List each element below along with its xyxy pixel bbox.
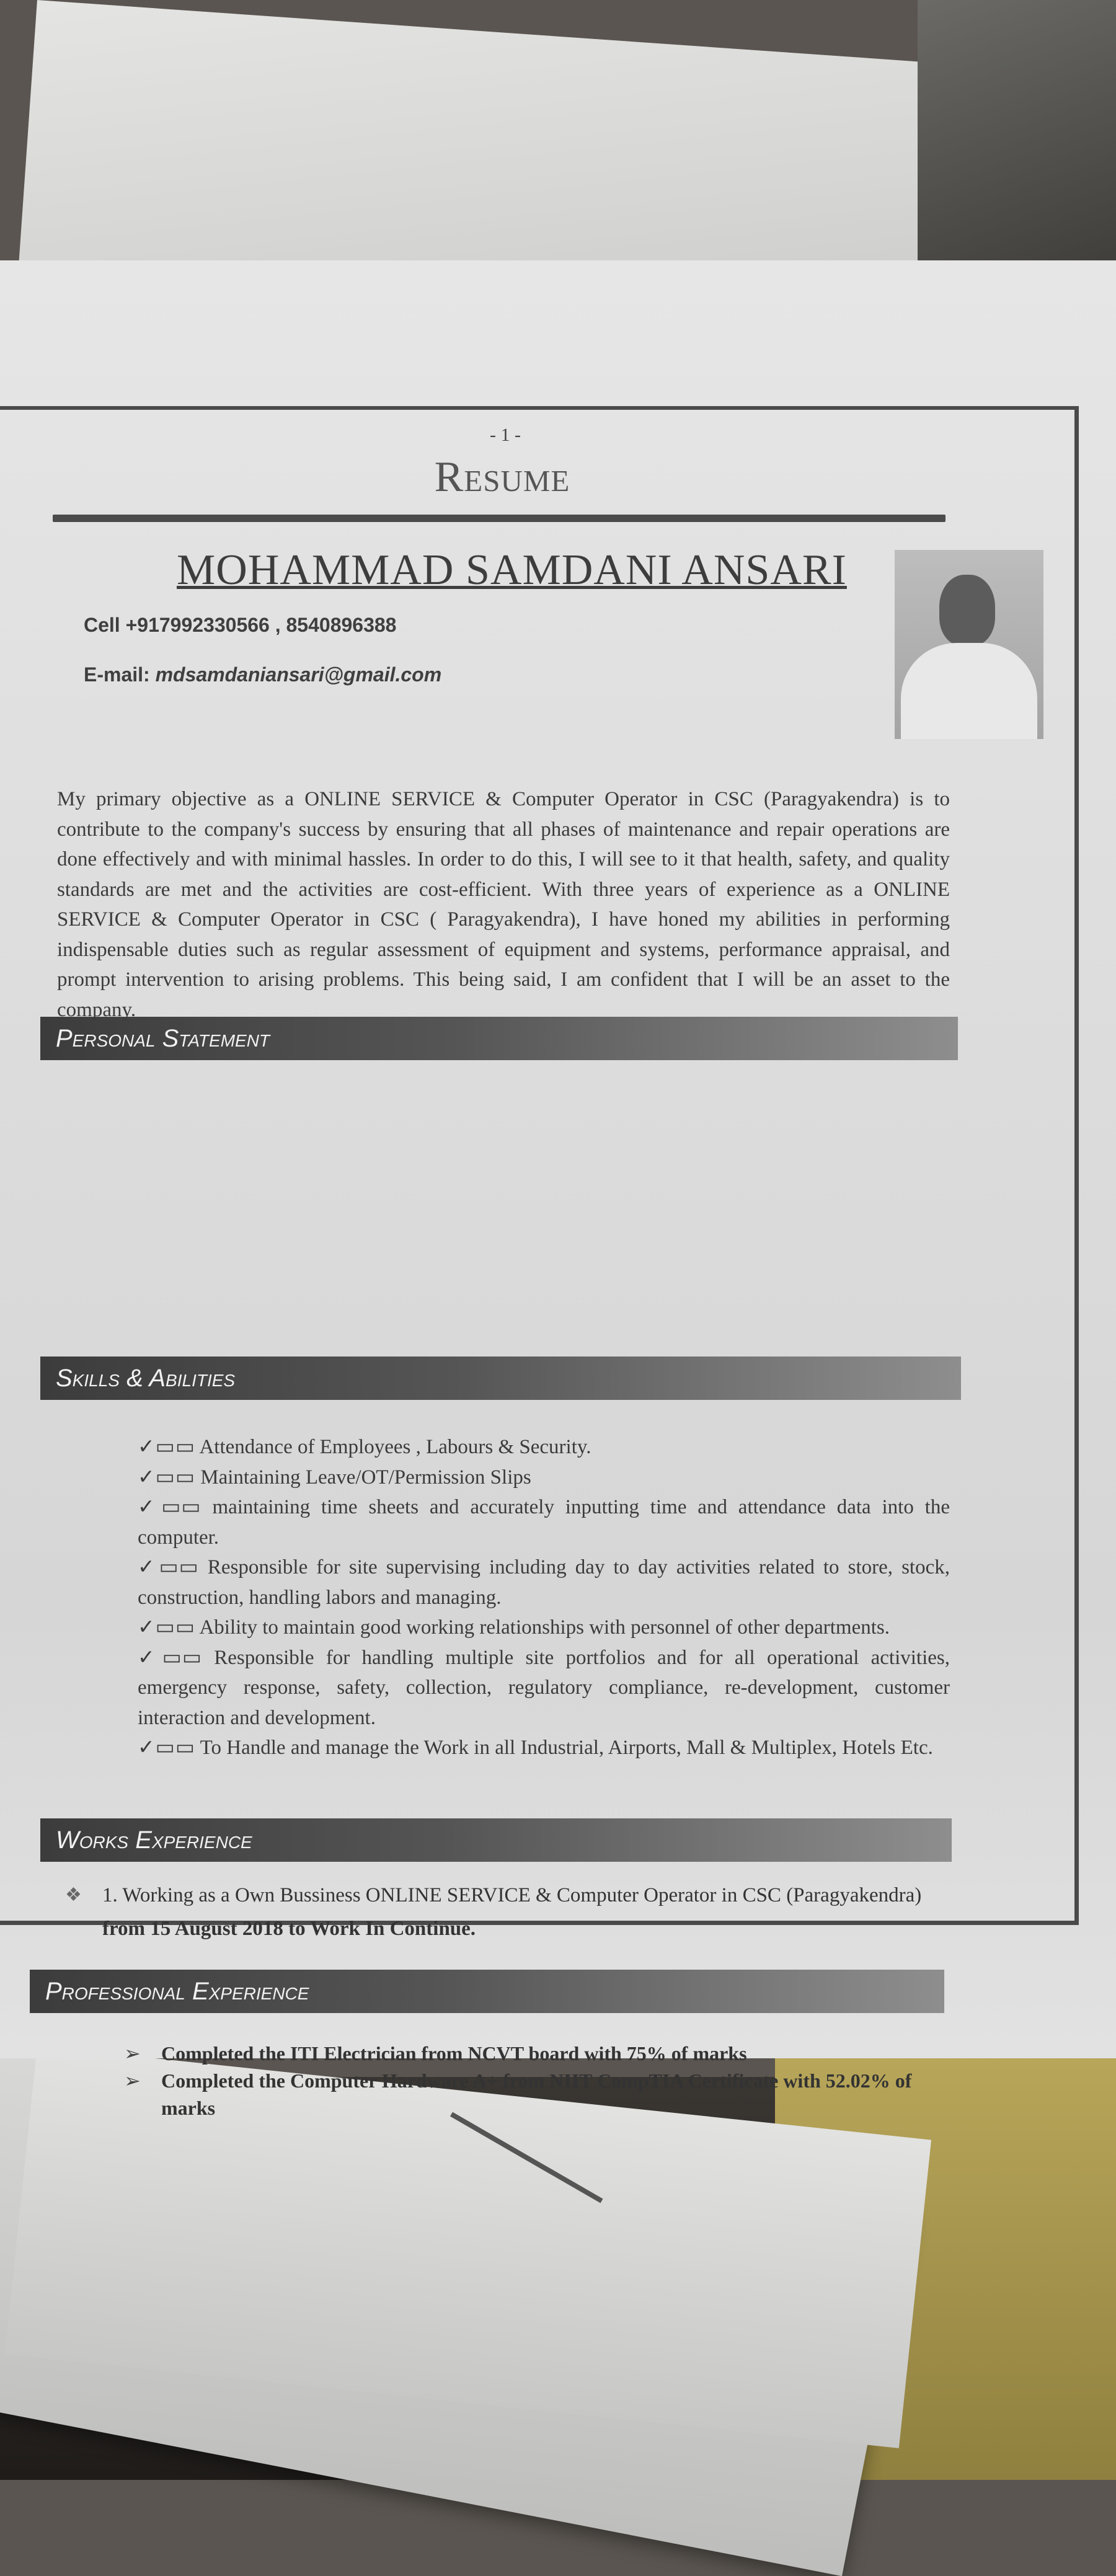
diamond-bullet-icon: ❖ <box>65 1885 82 1905</box>
profile-photo <box>895 550 1043 739</box>
professional-item <box>124 2040 949 2067</box>
contact-phone: Cell +917992330566 , 8540896388 <box>84 614 397 636</box>
document-title: Resume <box>434 453 570 501</box>
skill-item <box>138 1643 950 1733</box>
email-value: mdsamdaniansari@gmail.com <box>155 663 442 686</box>
skill-text: Maintaining Leave/OT/Permission Slips <box>200 1466 531 1489</box>
skill-text: Responsible for handling multiple site portfolios and for all operational activities, emergency response, safety, collection, regulatory compliance, re-development, customer interaction and development. <box>138 1646 950 1729</box>
skill-text: maintaining time sheets and accurately inputting time and attendance data into the computer. <box>138 1496 950 1549</box>
check-folder-icon: ✓▭▭ <box>138 1556 199 1578</box>
resume-page <box>0 260 1116 2119</box>
photo-head-shape <box>939 575 995 646</box>
works-role: 1. Working as a Own Bussiness ONLINE SERVICE & Computer Operator in CSC (Paragyakendra) <box>102 1884 922 1906</box>
section-heading-label: Professional Experience <box>45 1978 309 2005</box>
section-heading-works-experience <box>40 1818 952 1862</box>
arrow-bullet-icon: ➢ <box>124 2042 141 2065</box>
professional-text: Completed the Computer Hardware A+ from NIIT CompTIA Certificate with 52.02% of marks <box>161 2069 912 2119</box>
works-experience-text <box>102 1879 933 1945</box>
skills-list <box>138 1432 950 1763</box>
professional-text: Completed the ITI Electrician from NCVT board with 75% of marks <box>161 2042 747 2065</box>
photo-shirt-shape <box>901 643 1037 739</box>
background-corner <box>918 0 1116 285</box>
skill-text: Attendance of Employees , Labours & Security. <box>199 1436 591 1458</box>
candidate-name: MOHAMMAD SAMDANI ANSARI <box>177 546 847 594</box>
check-folder-icon: ✓▭▭ <box>138 1737 196 1759</box>
section-heading-skills <box>40 1357 961 1400</box>
personal-statement-text: My primary objective as a ONLINE SERVICE & Computer Operator in CSC (Paragyakendra) is to contribute to the company's success by ensuring that all phases of maintenance and repair operations are done effectively and with minimal hassles. In order to do this, I will see to it that health, safety, and quality standards are met and the activities are cost-efficient. With three years of experience as a ONLINE SERVICE & Computer Operator in CSC ( Paragyakendra), I have honed my abilities in performing indispensable duties such as regular assessment of equipment and systems, performance appraisal, and prompt intervention to arising problems. This being said, I am confident that I will be an asset to the company. <box>57 788 950 1021</box>
page-number: - 1 - <box>490 425 521 445</box>
skill-item <box>138 1463 950 1493</box>
skill-item <box>138 1552 950 1613</box>
title-divider <box>53 515 946 522</box>
check-folder-icon: ✓▭▭ <box>138 1616 196 1639</box>
check-folder-icon: ✓▭▭ <box>138 1646 202 1669</box>
email-label: E-mail: <box>84 663 156 686</box>
skill-text: Responsible for site supervising including day to day activities related to store, stock, construction, handling labors and managing. <box>138 1556 950 1609</box>
works-duration: from 15 August 2018 to Work In Continue. <box>102 1918 476 1940</box>
skill-item <box>138 1492 950 1552</box>
section-heading-label: Skills & Abilities <box>56 1365 236 1392</box>
skill-text: To Handle and manage the Work in all Industrial, Airports, Mall & Multiplex, Hotels Etc. <box>200 1737 933 1759</box>
contact-email <box>84 663 441 686</box>
skill-item <box>138 1432 950 1463</box>
check-folder-icon: ✓▭▭ <box>138 1436 196 1458</box>
section-heading-professional-experience <box>30 1970 944 2013</box>
check-folder-icon: ✓▭▭ <box>138 1496 202 1518</box>
section-heading-label: Personal Statement <box>56 1025 270 1052</box>
check-folder-icon: ✓▭▭ <box>138 1466 196 1489</box>
skill-item <box>138 1613 950 1643</box>
arrow-bullet-icon: ➢ <box>124 2069 141 2092</box>
section-heading-label: Works Experience <box>56 1826 252 1854</box>
skill-item <box>138 1733 950 1763</box>
skill-text: Ability to maintain good working relationships with personnel of other departments. <box>199 1616 890 1639</box>
